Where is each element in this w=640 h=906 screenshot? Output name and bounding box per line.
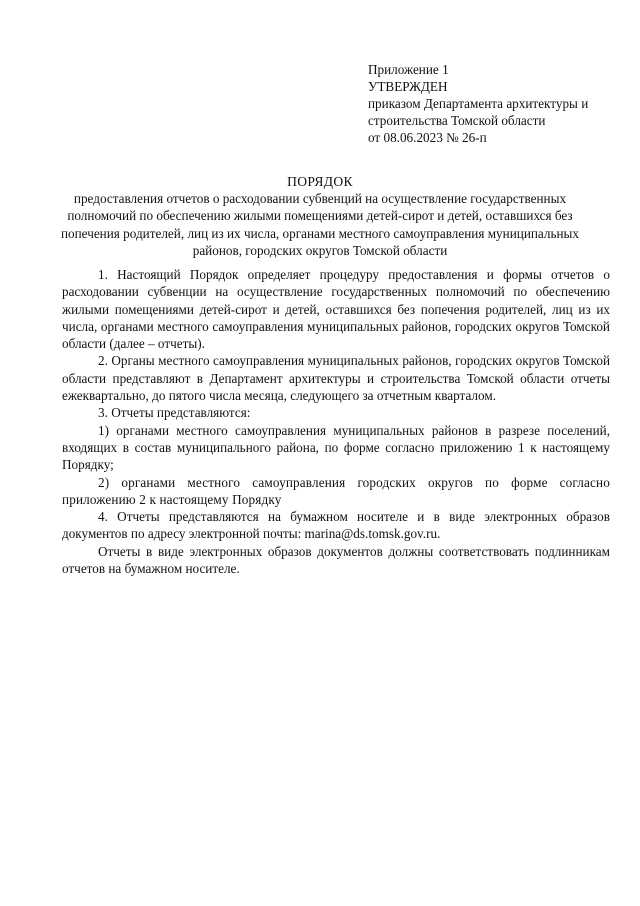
order-date-number: от 08.06.2023 № 26-п <box>368 130 487 145</box>
paragraph-5: Отчеты в виде электронных образов документов должны соответствовать подлинникам отчетов на бумажном носителе. <box>62 543 610 577</box>
paragraph-1: 1. Настоящий Порядок определяет процедуру предоставления и формы отчетов о расходовании субвенции на осуществление государственных полномочий по обеспечению жилыми помещениями детей-сирот и детей, оставшихся без попечения родителей, лиц из их числа, органами местного самоуправления муниципальных районов, городских округов Томской области (далее – отчеты). <box>62 267 610 352</box>
department-line: строительства Томской области <box>368 113 546 128</box>
paragraph-3: 3. Отчеты представляются: <box>98 405 251 421</box>
approval-block <box>368 61 618 146</box>
document-subtitle: предоставления отчетов о расходовании субвенций на осуществление государственных полномочий по обеспечению жилыми помещениями детей-сирот и детей, оставшихся без попечения родителей, лиц из их числа, органами местного самоуправления муниципальных районов, городских округов Томской области <box>60 191 580 258</box>
appendix-label: Приложение 1 <box>368 62 449 77</box>
document-title: ПОРЯДОК <box>287 174 353 189</box>
paragraph-2: 2. Органы местного самоуправления муниципальных районов, городских округов Томской области представляют в Департамент архитектуры и строительства Томской области отчеты ежеквартально, до пятого числа месяца, следующего за отчетным кварталом. <box>62 353 610 404</box>
paragraph-3-item-1: 1) органами местного самоуправления муниципальных районов в разрезе поселений, входящих в состав муниципального района, по форме согласно приложению 1 к настоящему Порядку; <box>62 422 610 473</box>
paragraph-4: 4. Отчеты представляются на бумажном носителе и в виде электронных образов документов по адресу электронной почты: marina@ds.tomsk.gov.ru. <box>62 509 610 542</box>
approved-label: УТВЕРЖДЕН <box>368 79 448 94</box>
paragraph-3-item-2: 2) органами местного самоуправления городских округов по форме согласно приложению 2 к настоящему Порядку <box>62 474 610 507</box>
document-body <box>62 266 610 577</box>
order-line: приказом Департамента архитектуры и <box>368 96 589 111</box>
